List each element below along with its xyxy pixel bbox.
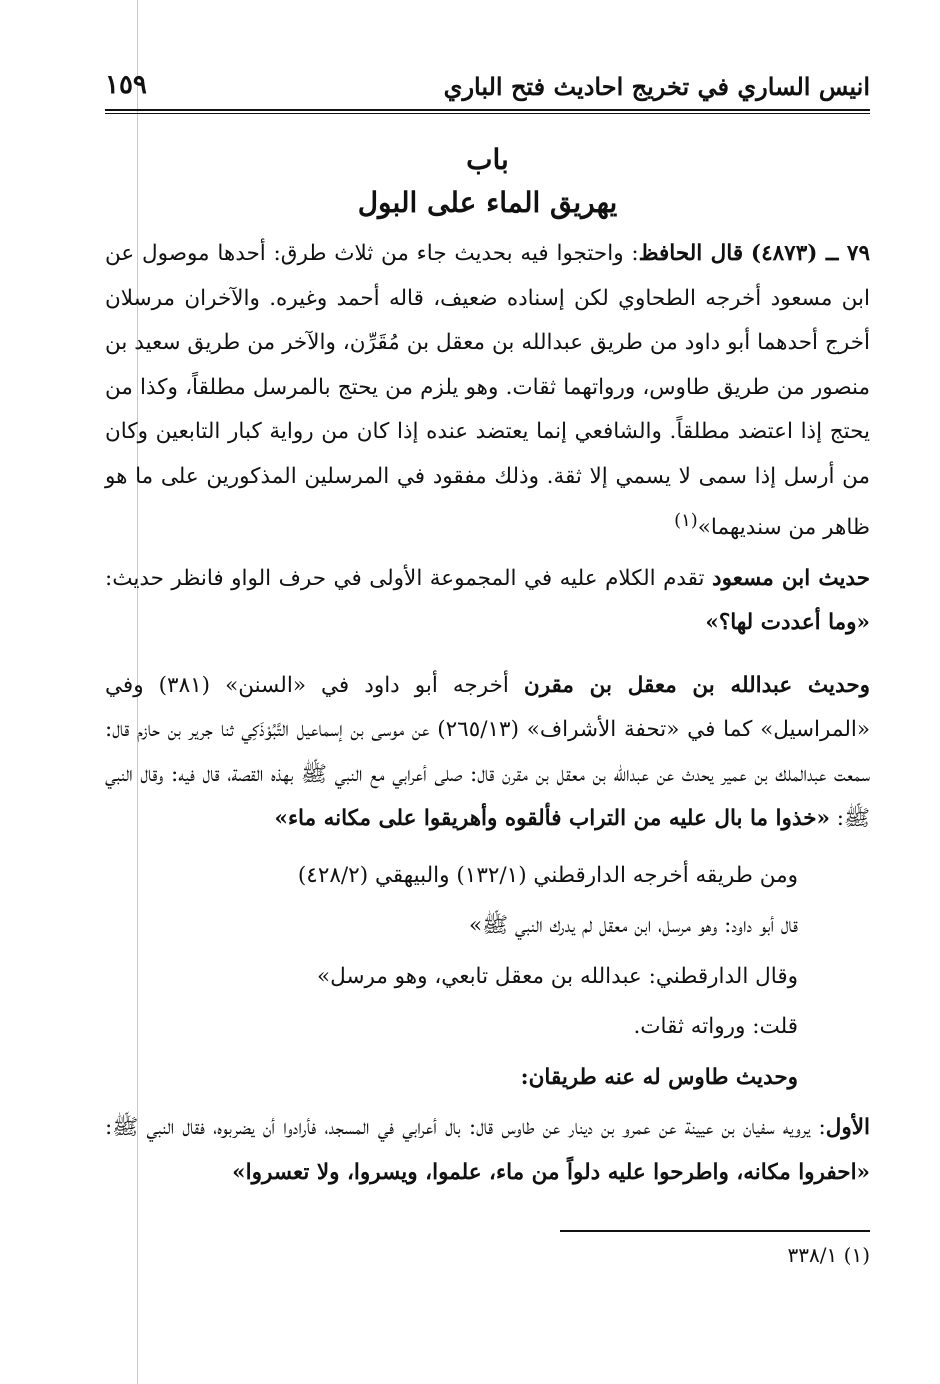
paragraph-hafiz [105, 232, 870, 551]
page-number: ١٥٩ [105, 70, 147, 100]
paragraph-lead: قال الحافظ [638, 241, 744, 266]
paragraph-daraqutni-ref: ومن طريقه أخرجه الدارقطني (١٣٢/١) والبيهقي (٤٢٨/٢) [297, 862, 798, 888]
footnote-rule [560, 1230, 870, 1232]
hadith-number: ٧٩ ــ (٤٨٧٣) [750, 241, 870, 266]
paragraph-tawus: وحديث طاوس له عنه طريقان: [520, 1064, 798, 1090]
paragraph-daraqutni: وقال الدارقطني: عبدالله بن معقل تابعي، وهو مرسل» [317, 963, 798, 989]
paragraph-text: تقدم الكلام عليه في المجموعة الأولى في حرف الواو فانظر حديث: [105, 565, 713, 591]
paragraph-first-path [105, 1106, 870, 1195]
footnote: (١) ٣٣٨/١ [787, 1243, 870, 1267]
paragraph-ibn-masud [105, 557, 870, 646]
paragraph-text: أخرجه أبو داود في «السنن» (٣٨١) وفي «المراسيل» كما في «تحفة الأشراف» (٢٦٥/١٣) عن موسى بن إسماعيل التَّبُوْذَكِي ثنا جرير بن حازم قال: سمعت عبدالملك بن عمير يحدث عن عبدالله بن معقل بن مقرن قال: صلى أعرابي مع النبي ﷺ بهذه القصة، قال فيه: وقال النبي ﷺ: [105, 672, 870, 832]
paragraph-lead: الأول [825, 1115, 870, 1141]
main-text [105, 232, 870, 1201]
chapter-title: يهريق الماء على البول [357, 186, 618, 219]
paragraph-text: : يرويه سفيان بن عيينة عن عمرو بن دينار عن طاوس قال: بال أعرابي في المسجد، فأرادوا أن يضربوه، فقال النبي ﷺ: [105, 1115, 826, 1141]
paragraph-abu-dawud: قال أبو داود: وهو مرسل، ابن معقل لم يدرك النبي ﷺ» [468, 913, 798, 939]
paragraph-abdullah [105, 664, 870, 842]
footnote-marker: (١) [674, 510, 698, 531]
quoted-hadith: «وما أعددت لها؟» [705, 610, 870, 636]
chapter-heading [105, 140, 870, 226]
paragraph-lead: وحديث عبدالله بن معقل بن مقرن [523, 672, 870, 698]
paragraph-lead: حديث ابن مسعود [712, 565, 871, 591]
quoted-hadith: «خذوا ما بال عليه من التراب فألقوه وأهريقوا على مكانه ماء» [274, 806, 830, 832]
header-rule [105, 109, 870, 114]
page-header [105, 68, 870, 116]
chapter-label: باب [466, 143, 509, 176]
paragraph-text: : واحتجوا فيه بحديث جاء من ثلاث طرق: أحدها موصول عن ابن مسعود أخرجه الطحاوي لكن إسناده ضعيف، قاله أحمد وغيره. والآخران مرسلان أخرج أحدهما أبو داود من طريق عبدالله بن معقل بن مُقَرِّن، والآخر من طريق سعيد بن منصور من طريق طاوس، ورواتهما ثقات. وهو يلزم من يحتج بالمرسل مطلقاً، وكذا من يحتج إذا اعتضد مطلقاً. والشافعي إنما يعتضد عنده إذا كان من رواية كبار التابعين وكان من أرسل إذا سمى لا يسمي إلا ثقة. وذلك مفقود في المرسلين المذكورين على ما هو ظاهر من سنديهما» [105, 241, 870, 541]
paragraph-qultu: قلت: ورواته ثقات. [633, 1014, 798, 1040]
running-title: انيس الساري في تخريج احاديث فتح الباري [443, 72, 870, 101]
quoted-hadith: «احفروا مكانه، واطرحوا عليه دلواً من ماء، علموا، ويسروا، ولا تعسروا» [232, 1159, 870, 1185]
